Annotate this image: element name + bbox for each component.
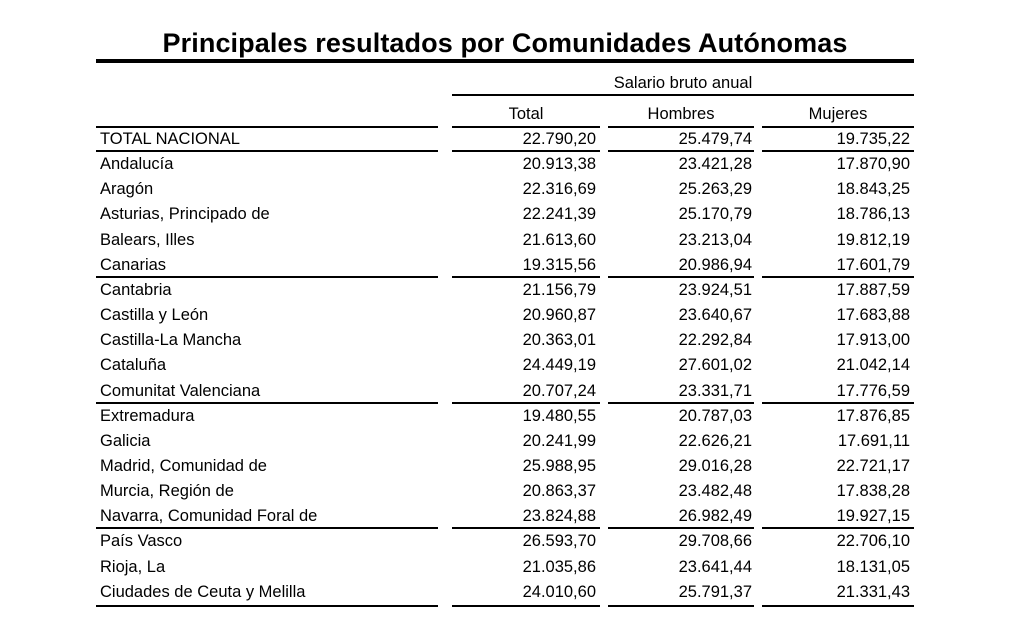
group-rule xyxy=(608,276,754,278)
group-rule xyxy=(608,150,754,152)
table-cell: 22.292,84 xyxy=(678,331,752,350)
table-cell: 22.626,21 xyxy=(678,431,752,450)
row-label: Andalucía xyxy=(100,155,174,174)
table-cell: 20.960,87 xyxy=(522,306,596,325)
table-cell: 20.913,38 xyxy=(522,155,596,174)
group-rule xyxy=(96,276,438,278)
table-cell: 29.708,66 xyxy=(678,532,752,551)
table-cell: 22.706,10 xyxy=(836,532,910,551)
table-cell: 19.315,56 xyxy=(522,255,596,274)
row-label: Extremadura xyxy=(100,406,195,425)
row-label: TOTAL NACIONAL xyxy=(100,130,240,148)
table-cell: 17.601,79 xyxy=(836,255,910,274)
table-cell: 25.791,37 xyxy=(678,582,752,601)
row-label: Ciudades de Ceuta y Melilla xyxy=(100,582,306,601)
column-header-total: Total xyxy=(508,105,544,123)
column-header-hombres: Hombres xyxy=(647,105,715,123)
table-cell: 22.316,69 xyxy=(522,180,596,199)
table-cell: 19.927,15 xyxy=(836,507,910,526)
table-cell: 25.479,74 xyxy=(678,130,752,148)
group-rule xyxy=(452,276,600,278)
row-label: Navarra, Comunidad Foral de xyxy=(100,507,318,526)
table-cell: 24.449,19 xyxy=(522,356,596,375)
row-label: Madrid, Comunidad de xyxy=(100,456,267,475)
table-cell: 20.986,94 xyxy=(678,255,752,274)
row-label: Canarias xyxy=(100,255,167,274)
header-rule xyxy=(96,126,438,128)
group-rule xyxy=(762,150,914,152)
table-cell: 17.913,00 xyxy=(836,331,910,350)
table-cell: 21.042,14 xyxy=(836,356,910,375)
table-cell: 23.213,04 xyxy=(678,230,752,249)
table-bottom-rule xyxy=(452,605,600,607)
table-cell: 22.790,20 xyxy=(522,130,596,148)
table-cell: 25.170,79 xyxy=(678,205,752,224)
row-label: Comunitat Valenciana xyxy=(100,381,261,400)
row-label: Asturias, Principado de xyxy=(100,205,270,224)
table-cell: 18.843,25 xyxy=(836,180,910,199)
row-label: Cantabria xyxy=(100,280,172,299)
table-cell: 21.331,43 xyxy=(836,582,910,601)
table-cell: 26.982,49 xyxy=(678,507,752,526)
group-header: Salario bruto anual xyxy=(613,74,753,92)
table-cell: 22.721,17 xyxy=(836,456,910,475)
table-cell: 29.016,28 xyxy=(678,456,752,475)
table-cell: 20.363,01 xyxy=(522,331,596,350)
table-cell: 23.421,28 xyxy=(678,155,752,174)
table-cell: 17.683,88 xyxy=(836,306,910,325)
table-bottom-rule xyxy=(96,605,438,607)
table-cell: 23.482,48 xyxy=(678,482,752,501)
table-cell: 26.593,70 xyxy=(522,532,596,551)
table-cell: 17.691,11 xyxy=(837,431,910,450)
group-rule xyxy=(608,402,754,404)
group-rule xyxy=(96,527,438,529)
table-cell: 20.863,37 xyxy=(522,482,596,501)
table-bottom-rule xyxy=(762,605,914,607)
table-cell: 17.776,59 xyxy=(836,381,910,400)
row-label: Castilla y León xyxy=(100,306,209,325)
header-rule xyxy=(452,126,600,128)
row-label: Aragón xyxy=(100,180,154,199)
table-cell: 21.156,79 xyxy=(522,280,596,299)
table-cell: 25.988,95 xyxy=(522,456,596,475)
table-cell: 17.887,59 xyxy=(836,280,910,299)
row-label: Cataluña xyxy=(100,356,167,375)
table-cell: 21.035,86 xyxy=(522,557,596,576)
table-cell: 25.263,29 xyxy=(678,180,752,199)
group-rule xyxy=(96,402,438,404)
table-cell: 17.838,28 xyxy=(836,482,910,501)
table-cell: 22.241,39 xyxy=(522,205,596,224)
table-cell: 27.601,02 xyxy=(678,356,752,375)
table-cell: 17.870,90 xyxy=(836,155,910,174)
group-rule xyxy=(452,527,600,529)
table-cell: 21.613,60 xyxy=(522,230,596,249)
table-cell: 19.735,22 xyxy=(836,130,910,148)
table-cell: 23.924,51 xyxy=(678,280,752,299)
header-rule xyxy=(608,126,754,128)
table-cell: 23.640,67 xyxy=(678,306,752,325)
column-header-mujeres: Mujeres xyxy=(808,105,868,123)
group-rule xyxy=(762,527,914,529)
table-cell: 19.480,55 xyxy=(522,406,596,425)
group-rule xyxy=(452,150,600,152)
table-cell: 17.876,85 xyxy=(836,406,910,425)
title-rule xyxy=(96,59,914,63)
header-rule xyxy=(762,126,914,128)
group-rule xyxy=(452,402,600,404)
table-cell: 19.812,19 xyxy=(836,230,910,249)
row-label: Balears, Illes xyxy=(100,230,195,249)
row-label: País Vasco xyxy=(100,532,183,551)
table-cell: 23.641,44 xyxy=(678,557,752,576)
row-label: Galicia xyxy=(100,431,151,450)
table-cell: 23.331,71 xyxy=(678,381,752,400)
table-cell: 23.824,88 xyxy=(522,507,596,526)
table-bottom-rule xyxy=(608,605,754,607)
group-header-rule xyxy=(452,94,914,96)
table-cell: 18.786,13 xyxy=(836,205,910,224)
table-cell: 20.787,03 xyxy=(678,406,752,425)
row-label: Murcia, Región de xyxy=(100,482,234,501)
group-rule xyxy=(762,402,914,404)
page-title: Principales resultados por Comunidades Autónomas xyxy=(162,28,848,58)
group-rule xyxy=(96,150,438,152)
row-label: Rioja, La xyxy=(100,557,166,576)
group-rule xyxy=(608,527,754,529)
row-label: Castilla-La Mancha xyxy=(100,331,242,350)
table-cell: 20.241,99 xyxy=(522,431,596,450)
table-cell: 20.707,24 xyxy=(522,381,596,400)
group-rule xyxy=(762,276,914,278)
table-cell: 18.131,05 xyxy=(836,557,910,576)
table-cell: 24.010,60 xyxy=(522,582,596,601)
